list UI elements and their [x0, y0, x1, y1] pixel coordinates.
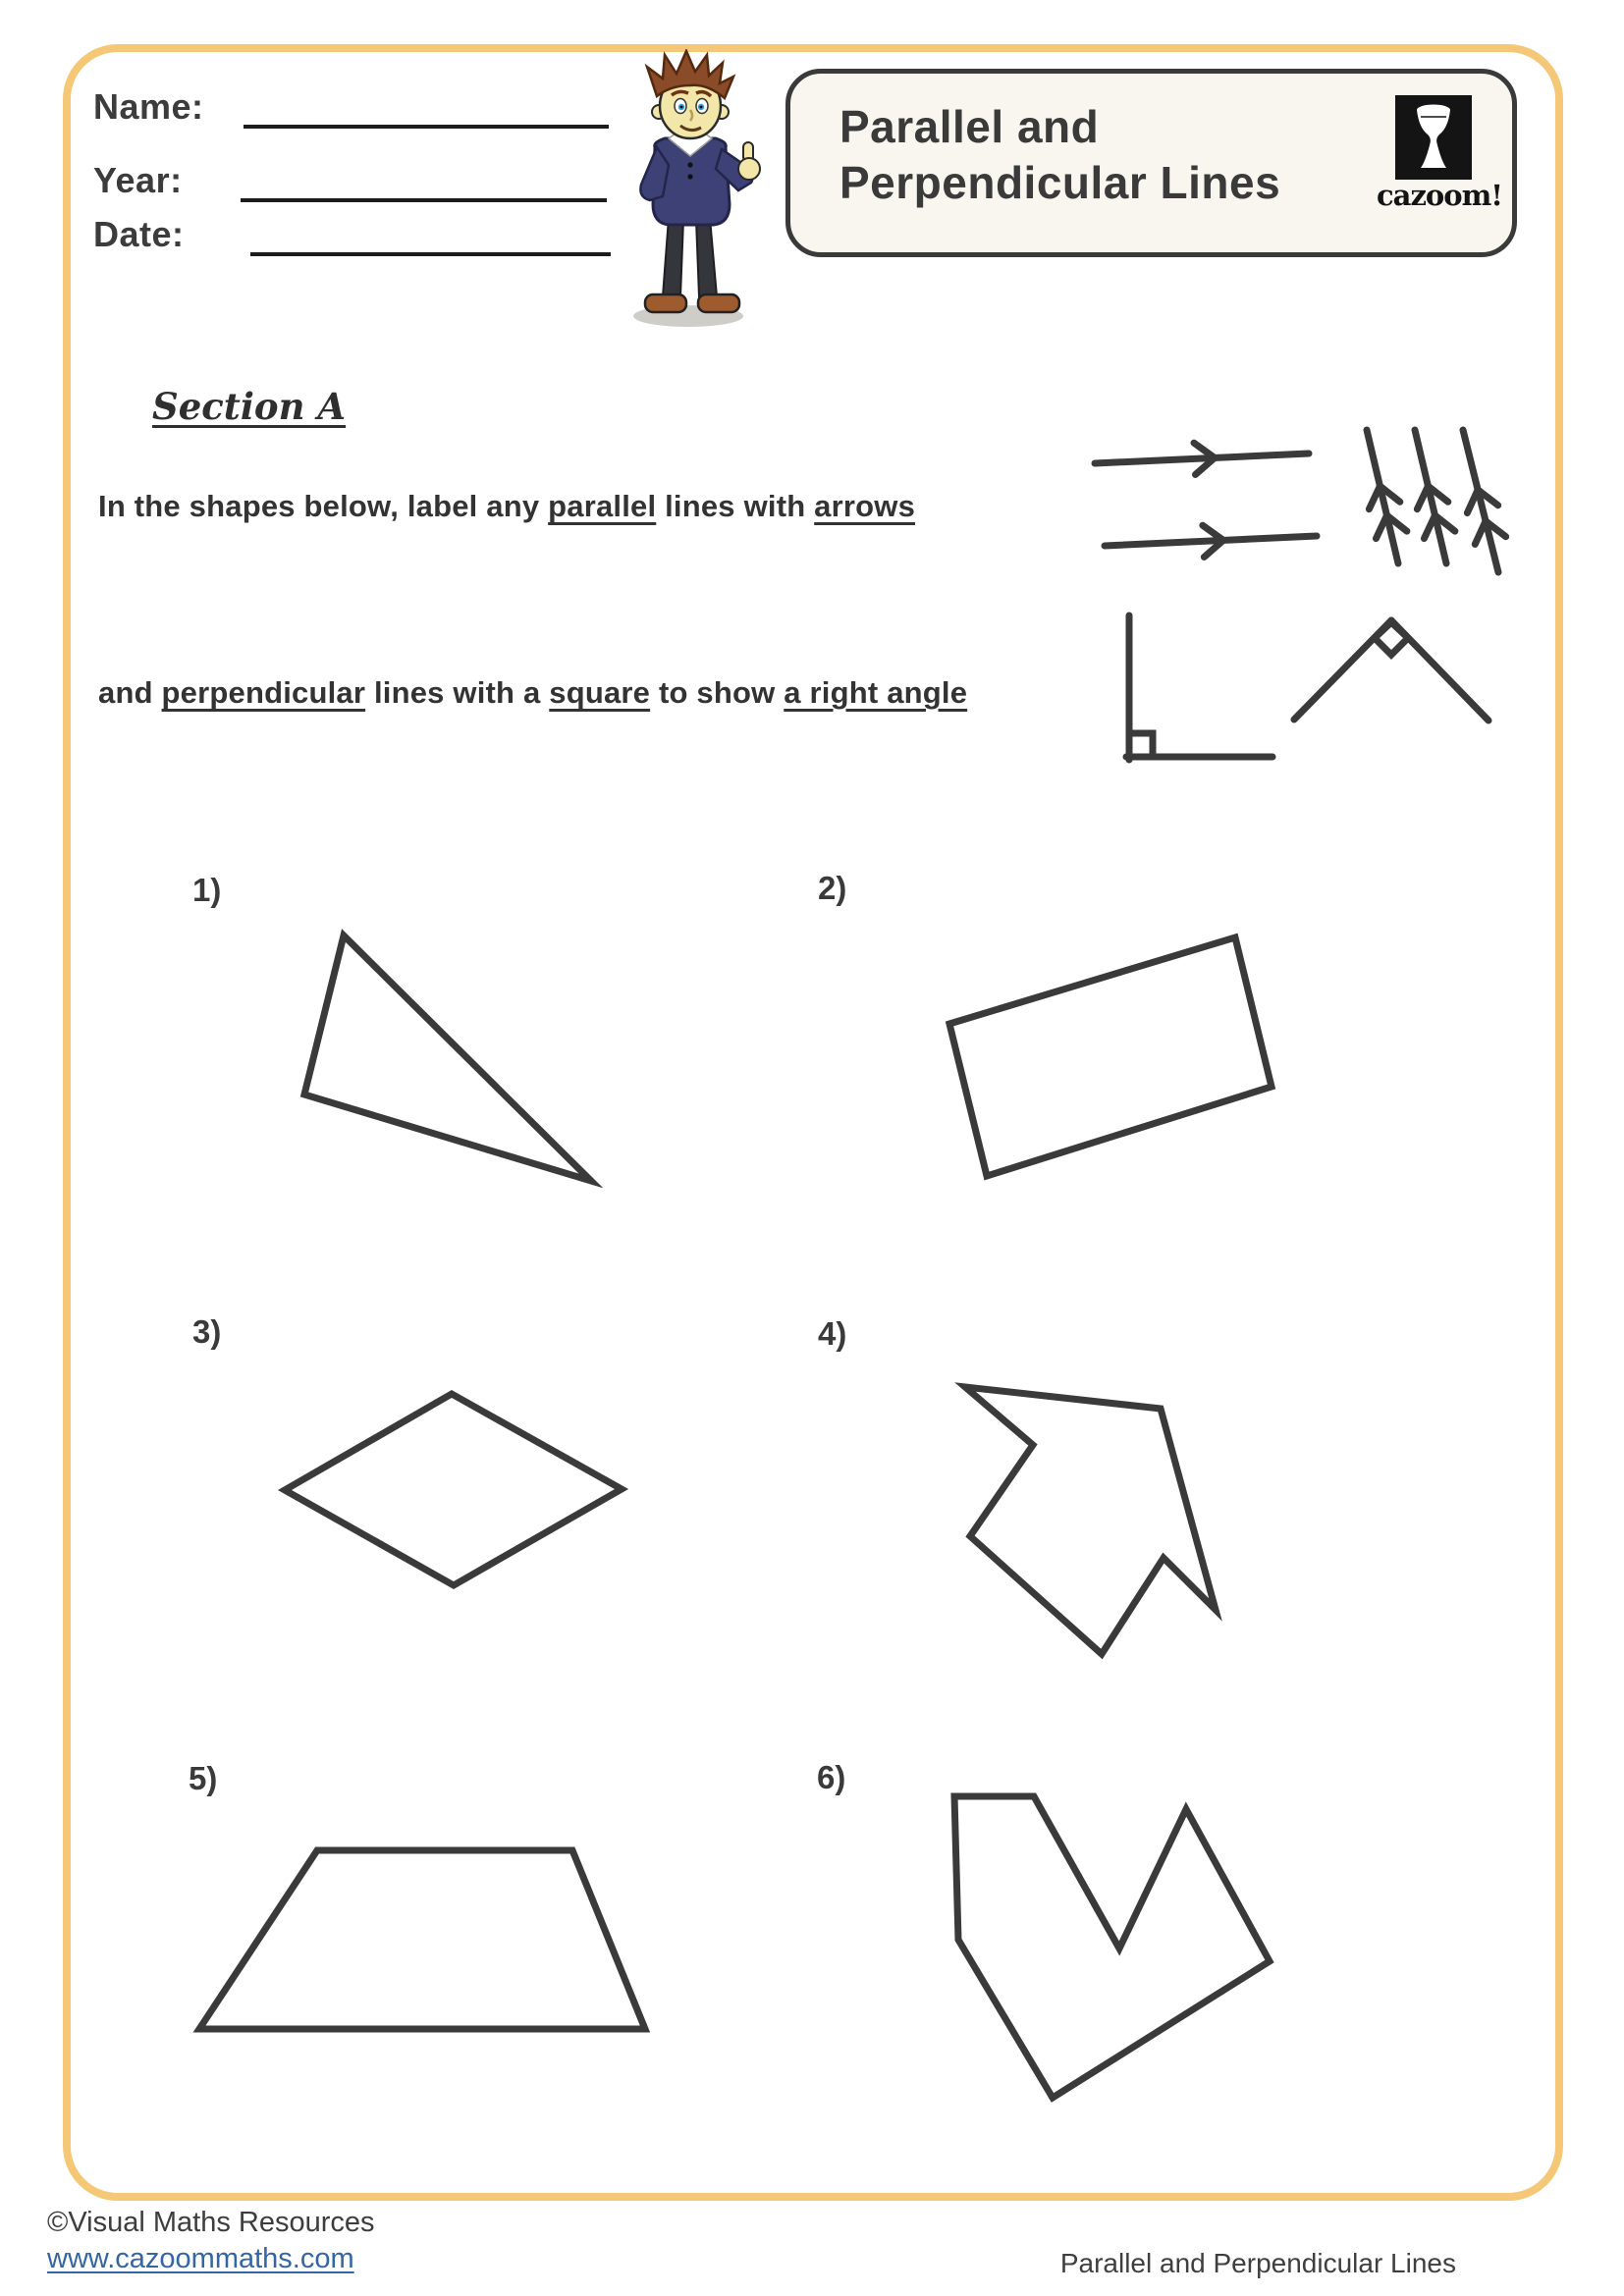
footer-worksheet-title: Parallel and Perpendicular Lines [1059, 2248, 1456, 2278]
worksheet-title-line2: Perpendicular Lines [839, 157, 1281, 208]
year-field-label: Year: [93, 160, 183, 200]
question-4-number: 4) [818, 1315, 847, 1352]
question-2-number: 2) [818, 870, 847, 906]
cazoom-logo-text: cazoom! [1377, 179, 1503, 212]
footer-website-link[interactable]: www.cazoommaths.com [47, 2243, 354, 2274]
roof-right-angle-icon [1294, 620, 1489, 721]
shape-1-triangle [304, 935, 591, 1181]
name-field-label: Name: [93, 86, 204, 127]
section-a-heading: Section A [152, 385, 347, 428]
instruction-line-2: and perpendicular lines with a square to show a right angle [98, 675, 968, 710]
date-field-label: Date: [93, 214, 185, 254]
parallel-lines-arrows-icon [1095, 443, 1317, 557]
shape-3-rhombus [285, 1394, 622, 1585]
question-6-number: 6) [817, 1759, 846, 1795]
shape-2-rectangle [949, 937, 1272, 1176]
instruction-line-1: In the shapes below, label any parallel lines with arrows [98, 489, 916, 523]
worksheet-title-line1: Parallel and [839, 101, 1100, 152]
question-5-number: 5) [189, 1760, 218, 1796]
perpendicular-right-angle-icon [1126, 615, 1272, 760]
question-3-number: 3) [192, 1313, 222, 1350]
parallel-lines-double-arrows-icon [1367, 430, 1506, 572]
shape-6-concave-polygon [954, 1796, 1270, 2098]
question-1-number: 1) [192, 872, 222, 908]
shape-4-arrow [965, 1387, 1216, 1654]
footer-copyright: ©Visual Maths Resources [47, 2207, 375, 2238]
shape-5-trapezium [199, 1850, 645, 2029]
